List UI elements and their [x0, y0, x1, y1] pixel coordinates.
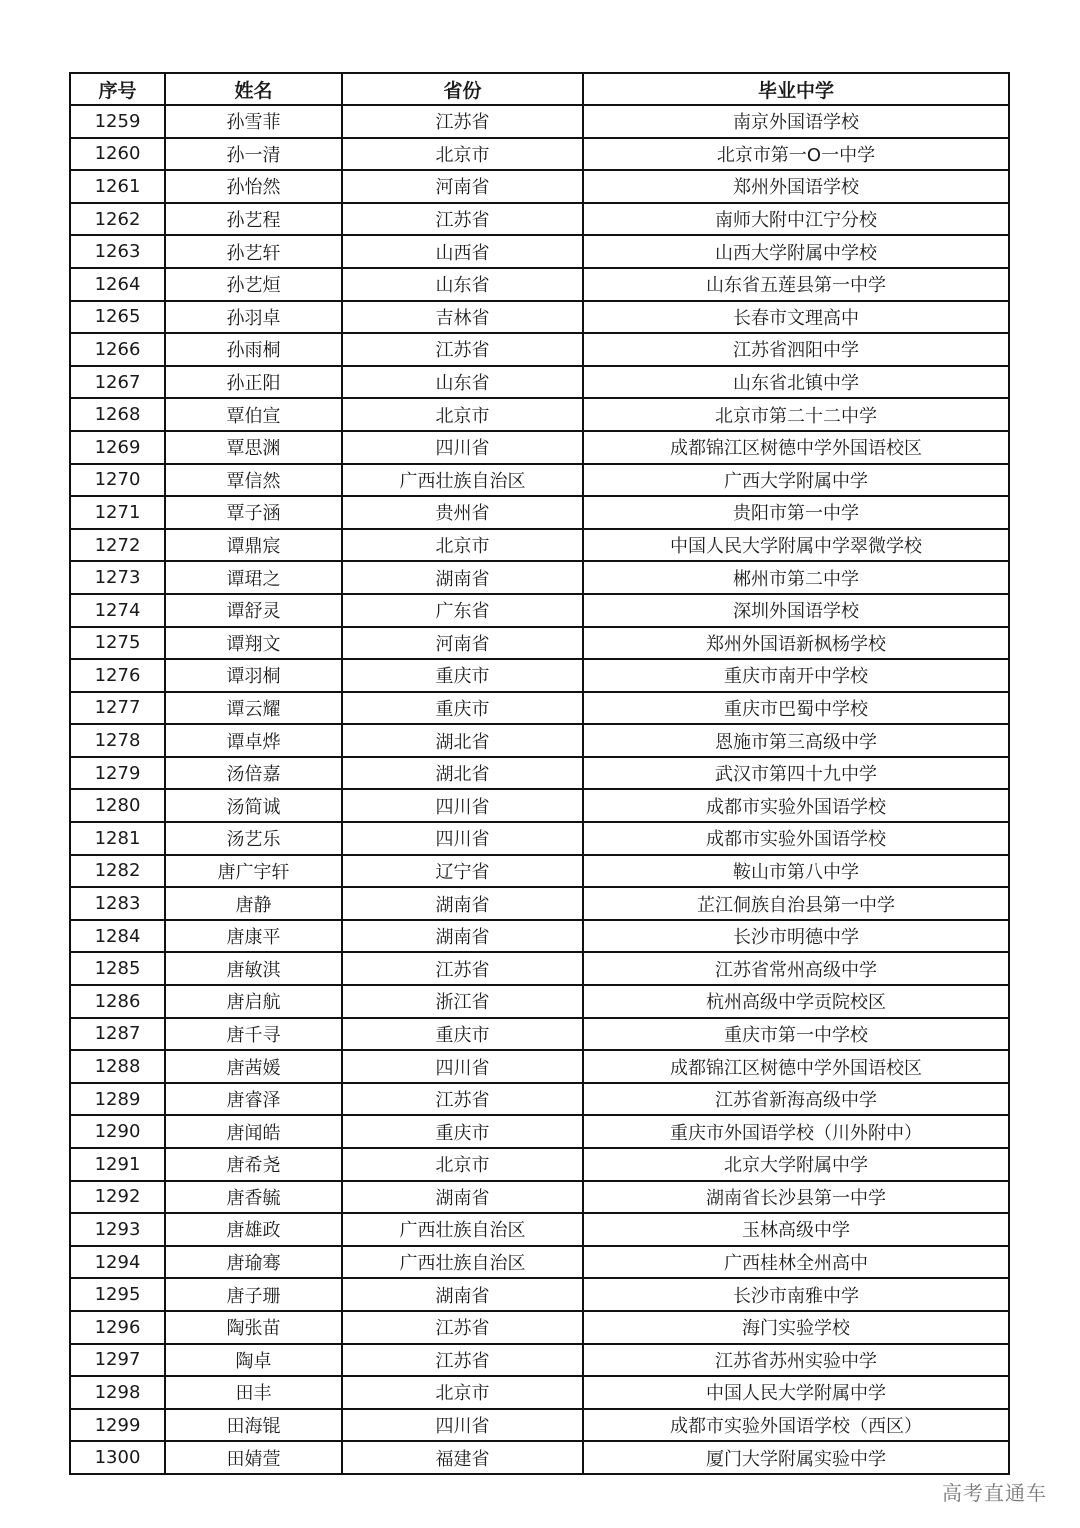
cell-province: 江苏省: [342, 1311, 583, 1344]
cell-school: 成都市实验外国语学校: [583, 822, 1009, 855]
cell-province: 湖南省: [342, 1181, 583, 1214]
cell-name: 谭鼎宸: [165, 529, 342, 562]
cell-province: 江苏省: [342, 333, 583, 366]
cell-index: 1287: [70, 1018, 165, 1051]
cell-school: 郑州外国语新枫杨学校: [583, 627, 1009, 660]
cell-name: 孙艺烜: [165, 268, 342, 301]
cell-school: 中国人民大学附属中学: [583, 1376, 1009, 1409]
cell-school: 海门实验学校: [583, 1311, 1009, 1344]
table-row: [70, 1018, 1009, 1051]
cell-province: 重庆市: [342, 1115, 583, 1148]
cell-index: 1285: [70, 952, 165, 985]
cell-name: 陶张苗: [165, 1311, 342, 1344]
header-province: 省份: [342, 73, 583, 105]
cell-province: 浙江省: [342, 985, 583, 1018]
cell-index: 1261: [70, 170, 165, 203]
header-index: 序号: [70, 73, 165, 105]
cell-index: 1275: [70, 627, 165, 660]
cell-province: 湖北省: [342, 724, 583, 757]
cell-school: 南京外国语学校: [583, 105, 1009, 138]
table-row: [70, 105, 1009, 138]
cell-name: 覃伯宣: [165, 398, 342, 431]
cell-index: 1299: [70, 1409, 165, 1442]
cell-name: 孙一清: [165, 138, 342, 171]
cell-school: 江苏省泗阳中学: [583, 333, 1009, 366]
table-row: [70, 138, 1009, 171]
cell-name: 孙雪菲: [165, 105, 342, 138]
table-row: [70, 1181, 1009, 1214]
cell-name: 唐静: [165, 887, 342, 920]
cell-name: 唐睿泽: [165, 1083, 342, 1116]
cell-index: 1268: [70, 398, 165, 431]
cell-name: 唐启航: [165, 985, 342, 1018]
cell-province: 湖南省: [342, 920, 583, 953]
cell-index: 1281: [70, 822, 165, 855]
header-school: 毕业中学: [583, 73, 1009, 105]
table-row: [70, 366, 1009, 399]
cell-index: 1266: [70, 333, 165, 366]
cell-province: 湖南省: [342, 887, 583, 920]
cell-province: 江苏省: [342, 203, 583, 236]
table-row: [70, 692, 1009, 725]
cell-index: 1259: [70, 105, 165, 138]
cell-school: 贵阳市第一中学: [583, 496, 1009, 529]
cell-province: 贵州省: [342, 496, 583, 529]
cell-school: 郴州市第二中学: [583, 561, 1009, 594]
cell-name: 孙正阳: [165, 366, 342, 399]
cell-province: 广西壮族自治区: [342, 464, 583, 497]
cell-index: 1288: [70, 1050, 165, 1083]
cell-school: 江苏省新海高级中学: [583, 1083, 1009, 1116]
cell-school: 北京大学附属中学: [583, 1148, 1009, 1181]
cell-school: 武汉市第四十九中学: [583, 757, 1009, 790]
table-row: [70, 268, 1009, 301]
table-row: [70, 1441, 1009, 1474]
table-row: [70, 1213, 1009, 1246]
cell-province: 北京市: [342, 1376, 583, 1409]
cell-index: 1274: [70, 594, 165, 627]
cell-school: 重庆市南开中学校: [583, 659, 1009, 692]
watermark: 高考直通车: [942, 1481, 1047, 1505]
cell-index: 1297: [70, 1344, 165, 1377]
cell-province: 重庆市: [342, 659, 583, 692]
cell-name: 谭云耀: [165, 692, 342, 725]
cell-school: 中国人民大学附属中学翠微学校: [583, 529, 1009, 562]
cell-province: 广东省: [342, 594, 583, 627]
cell-index: 1291: [70, 1148, 165, 1181]
cell-name: 孙雨桐: [165, 333, 342, 366]
cell-name: 谭卓烨: [165, 724, 342, 757]
cell-name: 唐闻皓: [165, 1115, 342, 1148]
cell-index: 1296: [70, 1311, 165, 1344]
cell-province: 广西壮族自治区: [342, 1213, 583, 1246]
table-row: [70, 627, 1009, 660]
cell-school: 长春市文理高中: [583, 301, 1009, 334]
table-row: [70, 952, 1009, 985]
table-row: [70, 1083, 1009, 1116]
cell-school: 重庆市巴蜀中学校: [583, 692, 1009, 725]
cell-name: 田丰: [165, 1376, 342, 1409]
cell-index: 1279: [70, 757, 165, 790]
table-row: [70, 887, 1009, 920]
table-row: [70, 1050, 1009, 1083]
cell-school: 山西大学附属中学校: [583, 235, 1009, 268]
table-row: [70, 235, 1009, 268]
table-row: [70, 529, 1009, 562]
cell-school: 北京市第二十二中学: [583, 398, 1009, 431]
cell-province: 吉林省: [342, 301, 583, 334]
cell-name: 孙艺轩: [165, 235, 342, 268]
cell-name: 田海锟: [165, 1409, 342, 1442]
cell-index: 1294: [70, 1246, 165, 1279]
cell-school: 玉林高级中学: [583, 1213, 1009, 1246]
cell-school: 山东省北镇中学: [583, 366, 1009, 399]
table-row: [70, 1278, 1009, 1311]
cell-province: 江苏省: [342, 105, 583, 138]
cell-province: 四川省: [342, 431, 583, 464]
cell-school: 山东省五莲县第一中学: [583, 268, 1009, 301]
table-row: [70, 1311, 1009, 1344]
cell-province: 湖北省: [342, 757, 583, 790]
table-row: [70, 464, 1009, 497]
cell-name: 孙艺程: [165, 203, 342, 236]
cell-province: 四川省: [342, 1409, 583, 1442]
cell-name: 孙怡然: [165, 170, 342, 203]
table-row: [70, 561, 1009, 594]
table-row: [70, 1409, 1009, 1442]
cell-index: 1278: [70, 724, 165, 757]
cell-name: 唐广宇轩: [165, 855, 342, 888]
table-row: [70, 920, 1009, 953]
table-row: [70, 757, 1009, 790]
cell-school: 杭州高级中学贡院校区: [583, 985, 1009, 1018]
header-name: 姓名: [165, 73, 342, 105]
cell-province: 河南省: [342, 170, 583, 203]
table-row: [70, 659, 1009, 692]
cell-province: 河南省: [342, 627, 583, 660]
table-row: [70, 855, 1009, 888]
cell-province: 重庆市: [342, 1018, 583, 1051]
cell-name: 孙羽卓: [165, 301, 342, 334]
cell-name: 覃思渊: [165, 431, 342, 464]
cell-name: 汤倍嘉: [165, 757, 342, 790]
cell-name: 田婧萱: [165, 1441, 342, 1474]
cell-name: 汤艺乐: [165, 822, 342, 855]
cell-index: 1262: [70, 203, 165, 236]
cell-province: 福建省: [342, 1441, 583, 1474]
table-row: [70, 398, 1009, 431]
cell-province: 北京市: [342, 398, 583, 431]
cell-index: 1293: [70, 1213, 165, 1246]
cell-index: 1295: [70, 1278, 165, 1311]
cell-index: 1270: [70, 464, 165, 497]
cell-index: 1269: [70, 431, 165, 464]
cell-province: 四川省: [342, 1050, 583, 1083]
cell-province: 江苏省: [342, 1344, 583, 1377]
cell-school: 重庆市外国语学校（川外附中）: [583, 1115, 1009, 1148]
table-row: [70, 170, 1009, 203]
table-row: [70, 1344, 1009, 1377]
cell-school: 鞍山市第八中学: [583, 855, 1009, 888]
cell-index: 1282: [70, 855, 165, 888]
cell-province: 四川省: [342, 789, 583, 822]
cell-name: 覃子涵: [165, 496, 342, 529]
cell-name: 覃信然: [165, 464, 342, 497]
table-row: [70, 822, 1009, 855]
cell-name: 唐千寻: [165, 1018, 342, 1051]
cell-province: 北京市: [342, 529, 583, 562]
table-row: [70, 203, 1009, 236]
cell-province: 广西壮族自治区: [342, 1246, 583, 1279]
cell-province: 辽宁省: [342, 855, 583, 888]
header-row: [70, 73, 1009, 105]
cell-index: 1286: [70, 985, 165, 1018]
cell-province: 山东省: [342, 268, 583, 301]
cell-index: 1263: [70, 235, 165, 268]
cell-name: 陶卓: [165, 1344, 342, 1377]
table-row: [70, 1115, 1009, 1148]
cell-name: 汤简诚: [165, 789, 342, 822]
cell-school: 芷江侗族自治县第一中学: [583, 887, 1009, 920]
cell-school: 成都市实验外国语学校: [583, 789, 1009, 822]
cell-school: 成都市实验外国语学校（西区）: [583, 1409, 1009, 1442]
cell-school: 成都锦江区树德中学外国语校区: [583, 431, 1009, 464]
cell-index: 1300: [70, 1441, 165, 1474]
cell-name: 谭珺之: [165, 561, 342, 594]
cell-index: 1264: [70, 268, 165, 301]
cell-school: 江苏省常州高级中学: [583, 952, 1009, 985]
cell-school: 广西桂林全州高中: [583, 1246, 1009, 1279]
cell-index: 1290: [70, 1115, 165, 1148]
cell-province: 山西省: [342, 235, 583, 268]
cell-index: 1265: [70, 301, 165, 334]
table-row: [70, 333, 1009, 366]
cell-school: 恩施市第三高级中学: [583, 724, 1009, 757]
cell-index: 1277: [70, 692, 165, 725]
cell-index: 1273: [70, 561, 165, 594]
cell-name: 唐希尧: [165, 1148, 342, 1181]
cell-province: 山东省: [342, 366, 583, 399]
cell-name: 唐香毓: [165, 1181, 342, 1214]
cell-province: 四川省: [342, 822, 583, 855]
cell-school: 广西大学附属中学: [583, 464, 1009, 497]
cell-index: 1292: [70, 1181, 165, 1214]
cell-name: 唐瑜骞: [165, 1246, 342, 1279]
table-row: [70, 789, 1009, 822]
cell-name: 唐茜媛: [165, 1050, 342, 1083]
cell-province: 北京市: [342, 138, 583, 171]
cell-index: 1271: [70, 496, 165, 529]
table-row: [70, 724, 1009, 757]
table-row: [70, 594, 1009, 627]
cell-school: 郑州外国语学校: [583, 170, 1009, 203]
cell-province: 湖南省: [342, 561, 583, 594]
cell-name: 谭舒灵: [165, 594, 342, 627]
cell-index: 1283: [70, 887, 165, 920]
cell-province: 江苏省: [342, 952, 583, 985]
table-row: [70, 985, 1009, 1018]
cell-school: 南师大附中江宁分校: [583, 203, 1009, 236]
cell-province: 湖南省: [342, 1278, 583, 1311]
cell-province: 江苏省: [342, 1083, 583, 1116]
cell-province: 北京市: [342, 1148, 583, 1181]
roster-table: [69, 72, 1010, 1475]
cell-index: 1272: [70, 529, 165, 562]
table-row: [70, 1376, 1009, 1409]
cell-index: 1260: [70, 138, 165, 171]
cell-name: 谭羽桐: [165, 659, 342, 692]
table-row: [70, 1148, 1009, 1181]
cell-school: 深圳外国语学校: [583, 594, 1009, 627]
cell-school: 重庆市第一中学校: [583, 1018, 1009, 1051]
cell-index: 1298: [70, 1376, 165, 1409]
cell-index: 1280: [70, 789, 165, 822]
table-row: [70, 496, 1009, 529]
cell-name: 唐康平: [165, 920, 342, 953]
cell-school: 北京市第一O一中学: [583, 138, 1009, 171]
cell-school: 长沙市明德中学: [583, 920, 1009, 953]
table-row: [70, 301, 1009, 334]
cell-index: 1289: [70, 1083, 165, 1116]
cell-name: 唐敏淇: [165, 952, 342, 985]
cell-name: 唐雄政: [165, 1213, 342, 1246]
cell-name: 谭翔文: [165, 627, 342, 660]
cell-index: 1267: [70, 366, 165, 399]
table-row: [70, 431, 1009, 464]
cell-school: 江苏省苏州实验中学: [583, 1344, 1009, 1377]
cell-index: 1284: [70, 920, 165, 953]
cell-index: 1276: [70, 659, 165, 692]
cell-school: 长沙市南雅中学: [583, 1278, 1009, 1311]
cell-school: 湖南省长沙县第一中学: [583, 1181, 1009, 1214]
cell-school: 成都锦江区树德中学外国语校区: [583, 1050, 1009, 1083]
cell-province: 重庆市: [342, 692, 583, 725]
cell-school: 厦门大学附属实验中学: [583, 1441, 1009, 1474]
cell-name: 唐子珊: [165, 1278, 342, 1311]
table-row: [70, 1246, 1009, 1279]
